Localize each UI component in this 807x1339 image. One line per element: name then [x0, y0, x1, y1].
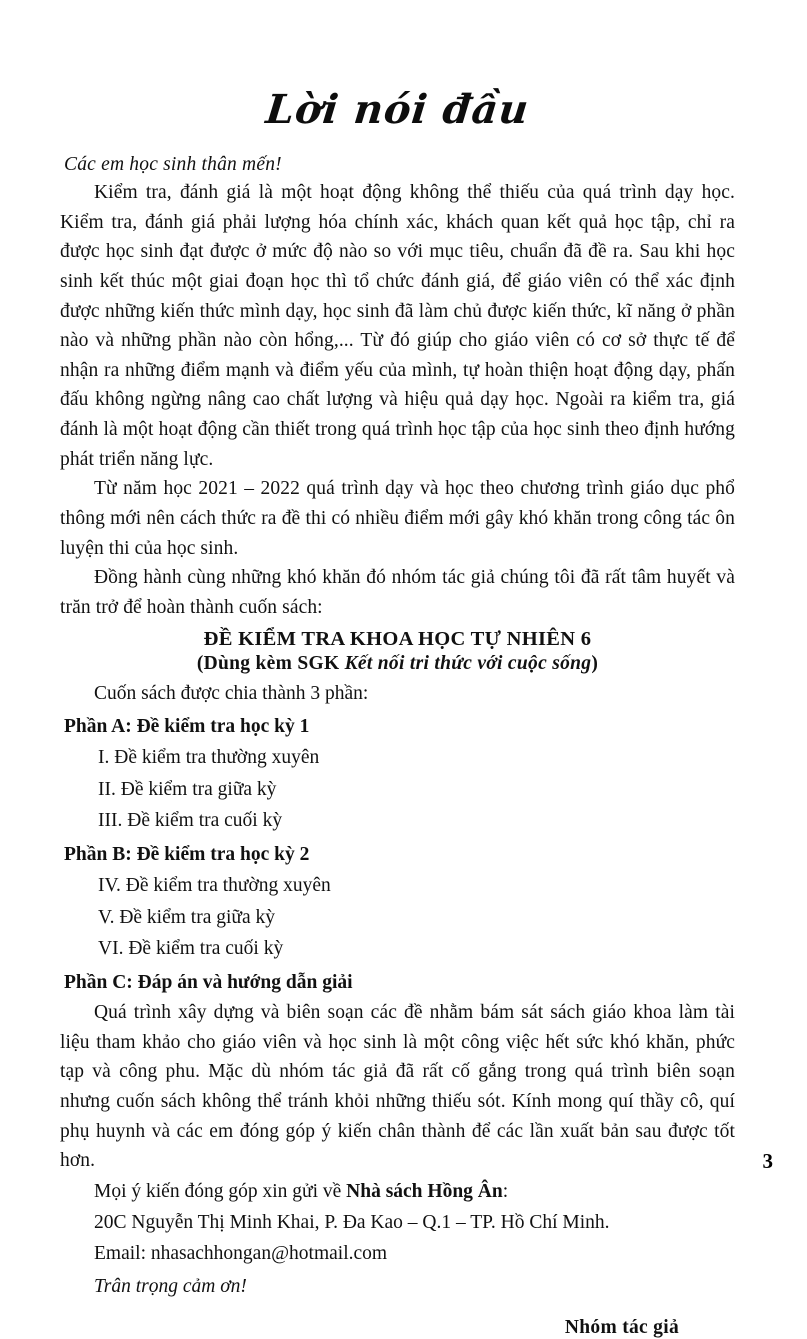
page-number: 3	[762, 1149, 773, 1173]
book-subtitle-italic: Kết nối tri thức với cuộc sống	[344, 653, 592, 675]
address-line: 20C Nguyễn Thị Minh Khai, P. Đa Kao – Q.1 – TP. Hồ Chí Minh.	[94, 1211, 610, 1233]
book-title: ĐỀ KIỂM TRA KHOA HỌC TỰ NHIÊN 6	[203, 628, 592, 651]
thanks-line: Trân trọng cảm ơn!	[94, 1276, 247, 1298]
greeting-line: Các em học sinh thân mến!	[64, 154, 282, 175]
part-b-heading: Phần B: Đề kiểm tra học kỳ 2	[64, 843, 310, 865]
book-subtitle-suffix: )	[591, 653, 599, 675]
intro-paragraph-3: Đồng hành cùng những khó khăn đó nhóm tác giả chúng tôi đã rất tâm huyết và trăn trở để hoàn thành cuốn sách:	[60, 567, 735, 618]
page-title: Lời nói đầu	[263, 86, 532, 133]
book-subtitle-prefix: (Dùng kèm SGK	[196, 653, 345, 675]
email-line	[60, 1238, 735, 1269]
part-a-heading: Phần A: Đề kiểm tra học kỳ 1	[64, 716, 310, 737]
email-label: Email:	[94, 1243, 151, 1265]
signature-line: Nhóm tác giả	[564, 1316, 679, 1338]
structure-lead: Cuốn sách được chia thành 3 phần:	[94, 683, 369, 705]
bookstore-name: Nhà sách Hồng Ân	[346, 1180, 503, 1202]
closing-paragraph: Quá trình xây dựng và biên soạn các đề nhằm bám sát sách giáo khoa làm tài liệu tham khảo cho giáo viên và học sinh là một công việc hết sức khó khăn, phức tạp và công phu. Mặc dù nhóm tác giả đã rất cố gắng trong quá trình biên soạn nhưng cuốn sách không thể tránh khỏi những thiếu sót. Kính mong quí thầy cô, quí phụ huynh và các em đóng góp ý kiến chân thành để các lần xuất bản sau được tốt hơn.	[60, 1002, 735, 1172]
intro-paragraph-2: Từ năm học 2021 – 2022 quá trình dạy và học theo chương trình giáo dục phổ thông mới nên cách thức ra đề thi có nhiều điểm mới gây khó khăn trong công tác ôn luyện thi của học sinh.	[60, 478, 735, 559]
book-subtitle	[60, 653, 735, 675]
feedback-prefix: Mọi ý kiến đóng góp xin gửi về	[94, 1180, 347, 1202]
intro-paragraph-1: Kiểm tra, đánh giá là một hoạt động không thể thiếu của quá trình dạy học. Kiểm tra, đánh giá phải lượng hóa chính xác, khách quan kết quả học tập, chỉ ra được học sinh đạt được ở mức độ nào so với mục tiêu, chuẩn đã đề ra. Sau khi học sinh kết thúc một giai đoạn học thì tổ chức đánh giá, để giáo viên có thể xác định được những kiến thức mình dạy, học sinh đã làm chủ được kiến thức, kĩ năng ở phần nào và những phần nào còn hổng,... Từ đó giúp cho giáo viên có cơ sở thực tế để nhận ra những điểm mạnh và điểm yếu của mình, tự hoàn thiện hoạt động dạy, phấn đấu không ngừng nâng cao chất lượng và hiệu quả dạy học. Ngoài ra kiểm tra, giá đánh là một hoạt động cần thiết trong quá trình học tập của học sinh theo định hướng phát triển năng lực.	[60, 182, 735, 470]
part-a-item-1: I. Đề kiểm tra thường xuyên	[98, 747, 320, 769]
part-b-item-3: VI. Đề kiểm tra cuối kỳ	[98, 938, 284, 960]
part-a-item-3: III. Đề kiểm tra cuối kỳ	[98, 810, 283, 832]
part-a-item-2: II. Đề kiểm tra giữa kỳ	[98, 778, 277, 800]
part-c-heading: Phần C: Đáp án và hướng dẫn giải	[64, 971, 353, 993]
part-b-item-1: IV. Đề kiểm tra thường xuyên	[98, 875, 331, 897]
part-b-item-2: V. Đề kiểm tra giữa kỳ	[98, 906, 276, 928]
feedback-suffix: :	[502, 1180, 509, 1202]
email-value: nhasachhongan@hotmail.com	[150, 1243, 388, 1265]
feedback-line	[60, 1176, 735, 1207]
